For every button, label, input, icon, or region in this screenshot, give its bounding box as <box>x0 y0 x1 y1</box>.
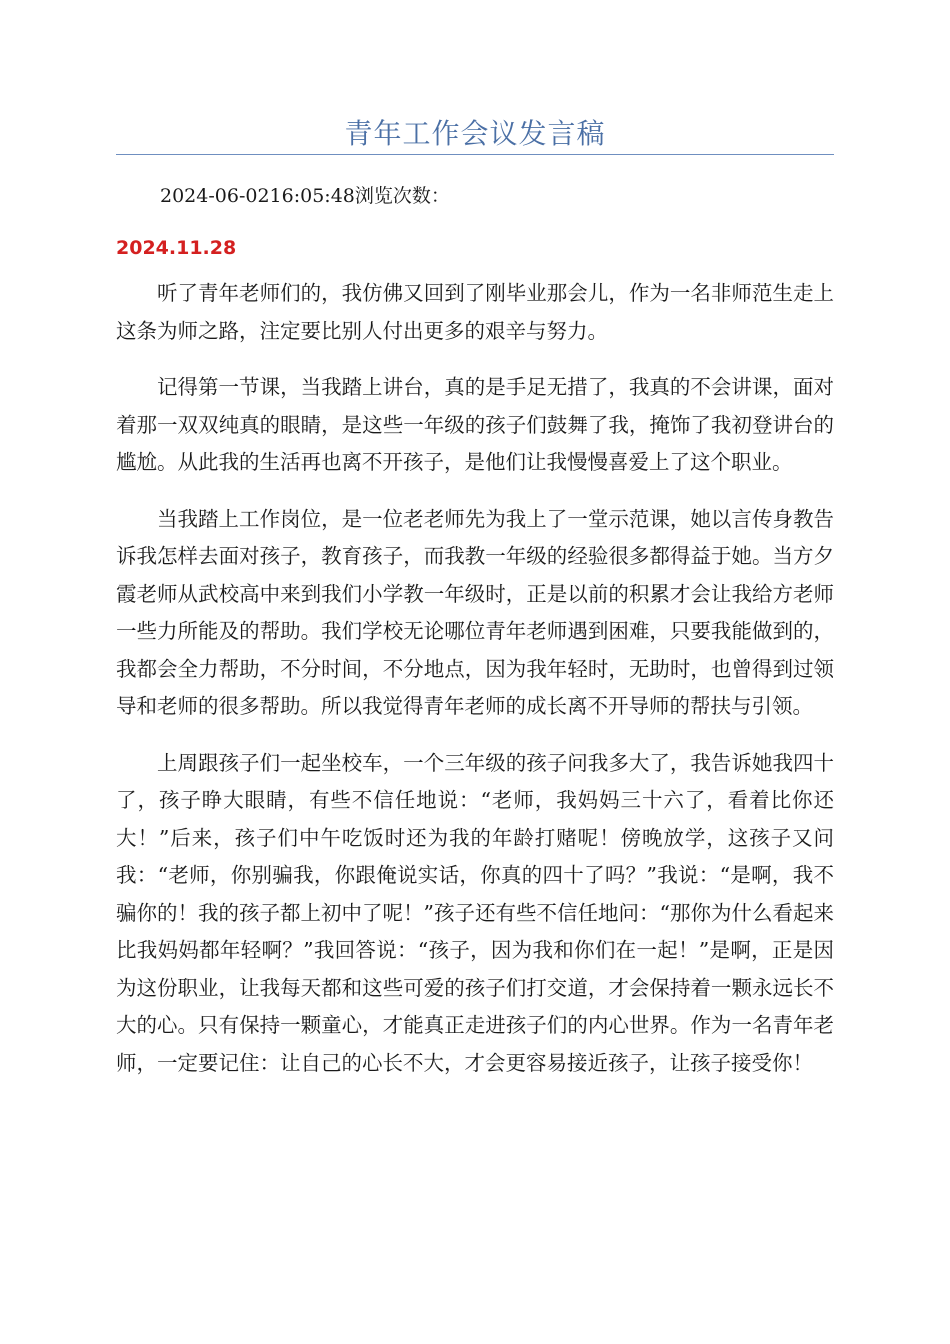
paragraph-3: 当我踏上工作岗位，是一位老老师先为我上了一堂示范课，她以言传身教告诉我怎样去面对孩子，教育孩子，而我教一年级的经验很多都得益于她。当方夕霞老师从武校高中来到我们小学教一年级时，正是以前的积累才会让我给方老师一些力所能及的帮助。我们学校无论哪位青年老师遇到困难，只要我能做到的，我都会全力帮助，不分时间，不分地点，因为我年轻时，无助时，也曾得到过领导和老师的很多帮助。所以我觉得青年老师的成长离不开导师的帮扶与引领。 <box>116 506 834 718</box>
paragraph-2: 记得第一节课，当我踏上讲台，真的是手足无措了，我真的不会讲课，面对着那一双双纯真的眼睛，是这些一年级的孩子们鼓舞了我，掩饰了我初登讲台的尴尬。从此我的生活再也离不开孩子，是他们让我慢慢喜爱上了这个职业。 <box>116 375 834 474</box>
paragraph-4: 上周跟孩子们一起坐校车，一个三年级的孩子问我多大了，我告诉她我四十了，孩子睁大眼睛，有些不信任地说：“老师，我妈妈三十六了，看着比你还大！”后来，孩子们中午吃饭时还为我的年龄打赌呢！傍晚放学，这孩子又问我：“老师，你别骗我，你跟俺说实话，你真的四十了吗？”我说：“是啊，我不骗你的！我的孩子都上初中了呢！”孩子还有些不信任地问：“那你为什么看起来比我妈妈都年轻啊？”我回答说：“孩子，因为我和你们在一起！”是啊，正是因为这份职业，让我每天都和这些可爱的孩子们打交道，才会保持着一颗永远长不大的心。只有保持一颗童心，才能真正走进孩子们的内心世界。作为一名青年老师，一定要记住：让自己的心长不大，才会更容易接近孩子，让孩子接受你！ <box>116 750 834 1075</box>
document-body <box>116 275 834 1101</box>
document-title: 青年工作会议发言稿 <box>344 117 606 150</box>
publish-meta: 2024-06-0216:05:48浏览次数： <box>160 185 450 207</box>
title-divider <box>116 154 834 155</box>
document-date: 2024.11.28 <box>116 237 237 259</box>
paragraph-1: 听了青年老师们的，我仿佛又回到了刚毕业那会儿，作为一名非师范生走上这条为师之路，注定要比别人付出更多的艰辛与努力。 <box>116 281 834 343</box>
